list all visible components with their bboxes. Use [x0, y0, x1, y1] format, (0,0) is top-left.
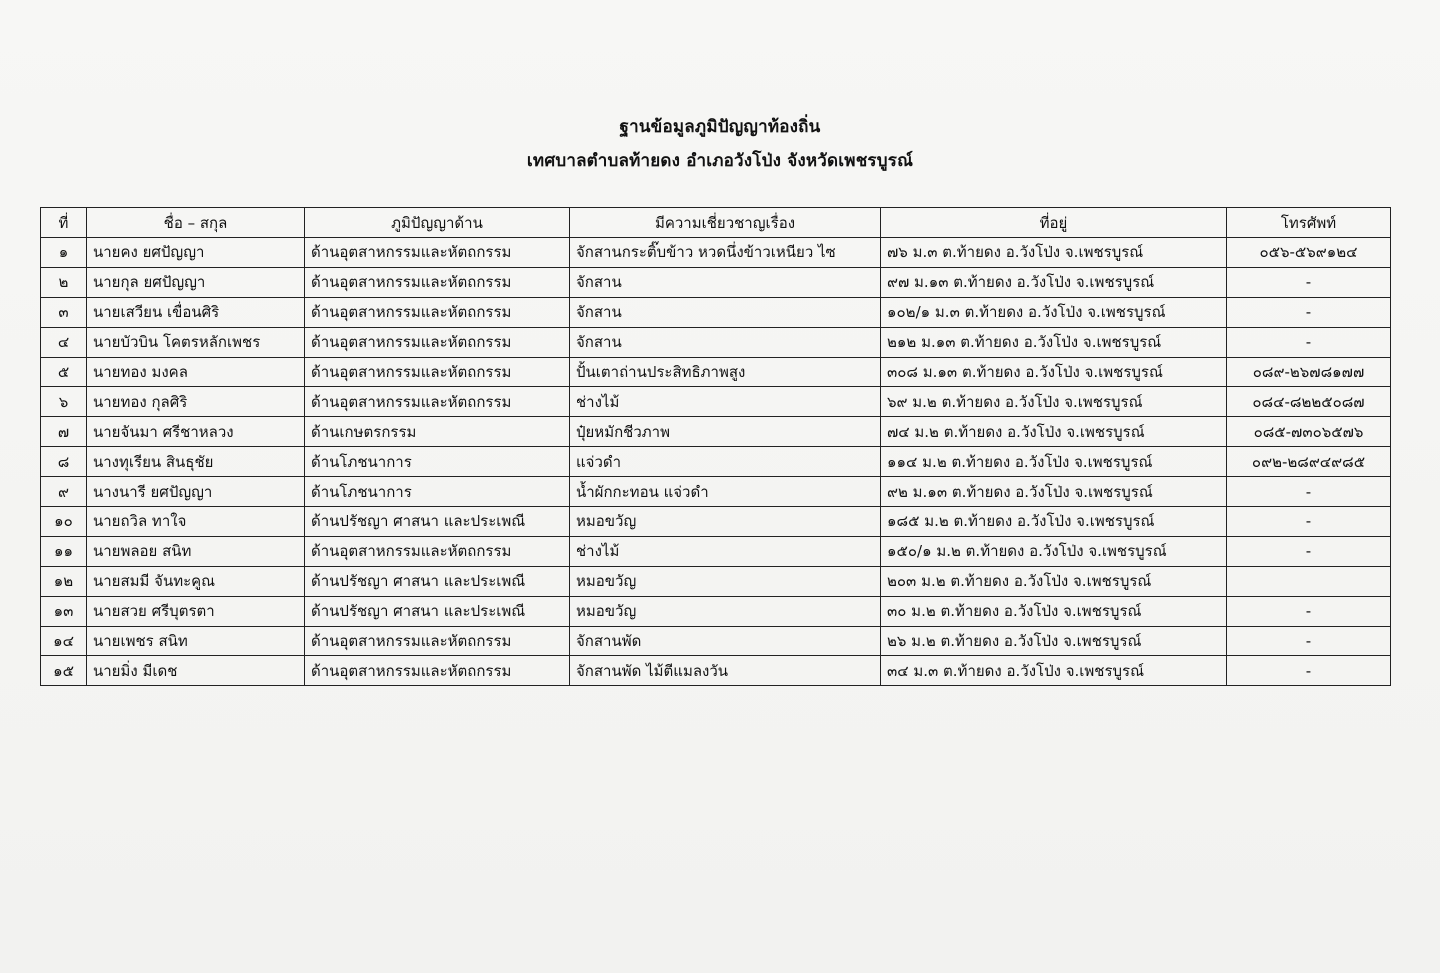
table-row	[41, 566, 1391, 596]
cell-phone: ๐๘๔-๘๒๒๕๐๘๗	[1227, 387, 1391, 417]
table-row	[41, 596, 1391, 626]
cell-name: นายมิ่ง มีเดช	[87, 656, 305, 686]
cell-expertise: หมอขวัญ	[570, 566, 881, 596]
cell-expertise: น้ำผักกะทอน แจ่วดำ	[570, 477, 881, 507]
cell-phone: -	[1227, 507, 1391, 537]
cell-field: ด้านโภชนาการ	[305, 447, 570, 477]
cell-expertise: จักสาน	[570, 297, 881, 327]
cell-name: นายกุล ยศปัญญา	[87, 267, 305, 297]
cell-expertise: หมอขวัญ	[570, 596, 881, 626]
cell-field: ด้านเกษตรกรรม	[305, 417, 570, 447]
cell-name: นายสวย ศรีบุตรตา	[87, 596, 305, 626]
cell-field: ด้านปรัชญา ศาสนา และประเพณี	[305, 566, 570, 596]
cell-expertise: หมอขวัญ	[570, 507, 881, 537]
cell-field: ด้านอุตสาหกรรมและหัตถกรรม	[305, 327, 570, 357]
cell-expertise: แจ่วดำ	[570, 447, 881, 477]
table-row	[41, 447, 1391, 477]
cell-no: ๑๕	[41, 656, 87, 686]
cell-name: นางนารี ยศปัญญา	[87, 477, 305, 507]
cell-no: ๑๓	[41, 596, 87, 626]
cell-expertise: จักสานพัด	[570, 626, 881, 656]
cell-address: ๒๖ ม.๒ ต.ท้ายดง อ.วังโป่ง จ.เพชรบูรณ์	[881, 626, 1227, 656]
table-header-row	[41, 208, 1391, 238]
cell-phone: -	[1227, 297, 1391, 327]
table-row	[41, 267, 1391, 297]
local-wisdom-table	[40, 207, 1391, 686]
cell-phone: ๐๙๒-๒๘๙๔๙๘๕	[1227, 447, 1391, 477]
cell-phone: -	[1227, 536, 1391, 566]
table-body	[41, 238, 1391, 686]
column-header-expertise: มีความเชี่ยวชาญเรื่อง	[570, 208, 881, 238]
cell-address: ๒๑๒ ม.๑๓ ต.ท้ายดง อ.วังโป่ง จ.เพชรบูรณ์	[881, 327, 1227, 357]
cell-no: ๗	[41, 417, 87, 447]
cell-no: ๑๒	[41, 566, 87, 596]
cell-address: ๓๐๘ ม.๑๓ ต.ท้ายดง อ.วังโป่ง จ.เพชรบูรณ์	[881, 357, 1227, 387]
cell-no: ๖	[41, 387, 87, 417]
cell-no: ๘	[41, 447, 87, 477]
cell-field: ด้านอุตสาหกรรมและหัตถกรรม	[305, 297, 570, 327]
cell-name: นายคง ยศปัญญา	[87, 238, 305, 268]
table-row	[41, 507, 1391, 537]
cell-address: ๙๒ ม.๑๓ ต.ท้ายดง อ.วังโป่ง จ.เพชรบูรณ์	[881, 477, 1227, 507]
cell-no: ๑	[41, 238, 87, 268]
cell-expertise: จักสาน	[570, 267, 881, 297]
column-header-phone: โทรศัพท์	[1227, 208, 1391, 238]
cell-expertise: ช่างไม้	[570, 387, 881, 417]
cell-no: ๕	[41, 357, 87, 387]
cell-no: ๑๔	[41, 626, 87, 656]
cell-phone: ๐๕๖-๕๖๙๑๒๔	[1227, 238, 1391, 268]
cell-phone: -	[1227, 327, 1391, 357]
cell-phone: ๐๘๙-๒๖๗๘๑๗๗	[1227, 357, 1391, 387]
cell-address: ๑๘๕ ม.๒ ต.ท้ายดง อ.วังโป่ง จ.เพชรบูรณ์	[881, 507, 1227, 537]
cell-phone: -	[1227, 626, 1391, 656]
cell-address: ๑๕๐/๑ ม.๒ ต.ท้ายดง อ.วังโป่ง จ.เพชรบูรณ์	[881, 536, 1227, 566]
cell-expertise: ช่างไม้	[570, 536, 881, 566]
cell-no: ๑๐	[41, 507, 87, 537]
cell-address: ๒๐๓ ม.๒ ต.ท้ายดง อ.วังโป่ง จ.เพชรบูรณ์	[881, 566, 1227, 596]
column-header-no: ที่	[41, 208, 87, 238]
cell-address: ๑๑๔ ม.๒ ต.ท้ายดง อ.วังโป่ง จ.เพชรบูรณ์	[881, 447, 1227, 477]
cell-address: ๓๔ ม.๓ ต.ท้ายดง อ.วังโป่ง จ.เพชรบูรณ์	[881, 656, 1227, 686]
table-row	[41, 477, 1391, 507]
cell-field: ด้านปรัชญา ศาสนา และประเพณี	[305, 507, 570, 537]
cell-expertise: ปั้นเตาถ่านประสิทธิภาพสูง	[570, 357, 881, 387]
cell-no: ๓	[41, 297, 87, 327]
cell-expertise: ปุ๋ยหมักชีวภาพ	[570, 417, 881, 447]
table-row	[41, 238, 1391, 268]
cell-address: ๓๐ ม.๒ ต.ท้ายดง อ.วังโป่ง จ.เพชรบูรณ์	[881, 596, 1227, 626]
cell-field: ด้านอุตสาหกรรมและหัตถกรรม	[305, 267, 570, 297]
cell-phone	[1227, 566, 1391, 596]
table-row	[41, 656, 1391, 686]
column-header-field: ภูมิปัญญาด้าน	[305, 208, 570, 238]
cell-expertise: จักสาน	[570, 327, 881, 357]
cell-no: ๒	[41, 267, 87, 297]
cell-name: นายทอง กุลศิริ	[87, 387, 305, 417]
cell-field: ด้านโภชนาการ	[305, 477, 570, 507]
table-row	[41, 357, 1391, 387]
cell-field: ด้านปรัชญา ศาสนา และประเพณี	[305, 596, 570, 626]
cell-name: นายจันมา ศรีชาหลวง	[87, 417, 305, 447]
cell-name: นายเสวียน เขื่อนศิริ	[87, 297, 305, 327]
cell-phone: -	[1227, 267, 1391, 297]
cell-name: นายถวิล ทาใจ	[87, 507, 305, 537]
cell-name: นายพลอย สนิท	[87, 536, 305, 566]
cell-field: ด้านอุตสาหกรรมและหัตถกรรม	[305, 536, 570, 566]
cell-name: นายสมมี จันทะคูณ	[87, 566, 305, 596]
cell-no: ๑๑	[41, 536, 87, 566]
cell-address: ๗๖ ม.๓ ต.ท้ายดง อ.วังโป่ง จ.เพชรบูรณ์	[881, 238, 1227, 268]
cell-name: นายทอง มงคล	[87, 357, 305, 387]
cell-expertise: จักสานกระติ๊บข้าว หวดนึ่งข้าวเหนียว ไซ	[570, 238, 881, 268]
table-row	[41, 297, 1391, 327]
cell-address: ๖๙ ม.๒ ต.ท้ายดง อ.วังโป่ง จ.เพชรบูรณ์	[881, 387, 1227, 417]
column-header-address: ที่อยู่	[881, 208, 1227, 238]
cell-field: ด้านอุตสาหกรรมและหัตถกรรม	[305, 656, 570, 686]
cell-phone: -	[1227, 656, 1391, 686]
cell-address: ๙๗ ม.๑๓ ต.ท้ายดง อ.วังโป่ง จ.เพชรบูรณ์	[881, 267, 1227, 297]
cell-field: ด้านอุตสาหกรรมและหัตถกรรม	[305, 238, 570, 268]
table-row	[41, 387, 1391, 417]
table-row	[41, 626, 1391, 656]
table-row	[41, 327, 1391, 357]
document-title: ฐานข้อมูลภูมิปัญญาท้องถิ่น	[619, 117, 821, 137]
table-row	[41, 417, 1391, 447]
cell-phone: ๐๘๕-๗๓๐๖๕๗๖	[1227, 417, 1391, 447]
column-header-name: ชื่อ – สกุล	[87, 208, 305, 238]
cell-field: ด้านอุตสาหกรรมและหัตถกรรม	[305, 387, 570, 417]
cell-expertise: จักสานพัด ไม้ตีแมลงวัน	[570, 656, 881, 686]
cell-field: ด้านอุตสาหกรรมและหัตถกรรม	[305, 626, 570, 656]
cell-name: นายบัวบิน โคตรหลักเพชร	[87, 327, 305, 357]
cell-phone: -	[1227, 477, 1391, 507]
cell-name: นายเพชร สนิท	[87, 626, 305, 656]
document-subtitle: เทศบาลตำบลท้ายดง อำเภอวังโป่ง จังหวัดเพชรบูรณ์	[526, 151, 914, 171]
table-row	[41, 536, 1391, 566]
cell-phone: -	[1227, 596, 1391, 626]
cell-address: ๑๐๒/๑ ม.๓ ต.ท้ายดง อ.วังโป่ง จ.เพชรบูรณ์	[881, 297, 1227, 327]
cell-name: นางทุเรียน สินธุชัย	[87, 447, 305, 477]
cell-no: ๙	[41, 477, 87, 507]
cell-field: ด้านอุตสาหกรรมและหัตถกรรม	[305, 357, 570, 387]
cell-address: ๗๔ ม.๒ ต.ท้ายดง อ.วังโป่ง จ.เพชรบูรณ์	[881, 417, 1227, 447]
cell-no: ๔	[41, 327, 87, 357]
